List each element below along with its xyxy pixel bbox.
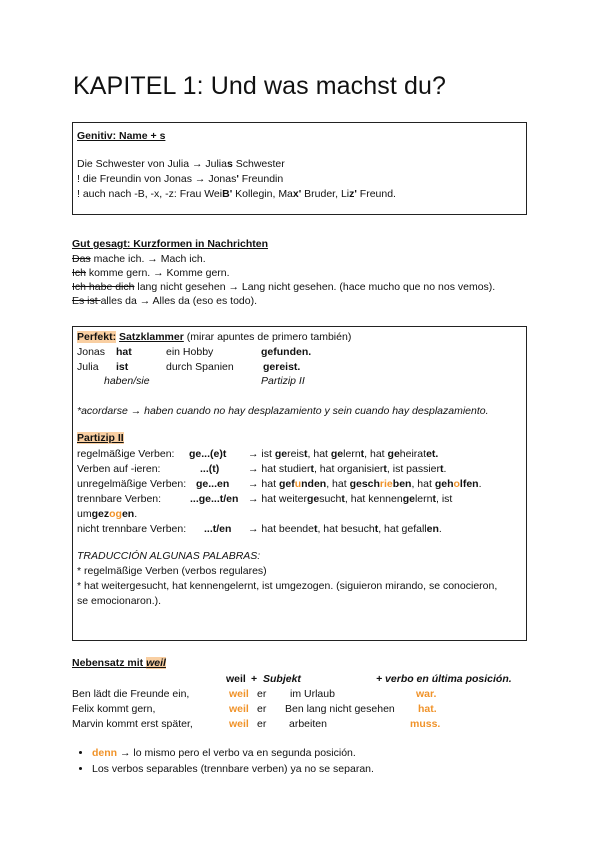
t: lern (414, 493, 433, 505)
perfekt-label: Perfekt: (77, 331, 117, 343)
nebensatz-row-1-subject: er (257, 688, 267, 700)
partizip-row-3-pattern: ge...en (196, 478, 230, 490)
t: rie (379, 478, 393, 490)
text: Kollegin, Ma (232, 188, 293, 200)
nebensatz-row-2-subject: er (257, 703, 267, 715)
heading-text: Nebensatz mit (72, 657, 147, 669)
perfekt-row-1-aux: hat (116, 346, 132, 358)
t: en (399, 478, 412, 490)
perfekt-row-2-partizip: gereist. (263, 361, 301, 373)
ending: B' (222, 188, 233, 200)
t: such (319, 493, 342, 505)
perfekt-heading (77, 331, 351, 343)
t: en (466, 478, 479, 490)
perfekt-row-2-object: durch Spanien (166, 361, 234, 373)
label-partizip: Partizip II (261, 375, 305, 387)
list-item: • Los verbos separables (trennbare verben) ya no se separan. (92, 761, 374, 777)
nebensatz-row-3-verb: muss. (410, 718, 441, 730)
ending: ' (236, 173, 239, 185)
t: → hat beende (248, 523, 314, 535)
partizip-label: Partizip II (77, 432, 124, 444)
t: , hat (307, 448, 331, 460)
text: ! die Freundin von Jonas → Jonas (77, 173, 237, 185)
t: geh (434, 478, 454, 490)
struck: Ich habe dich (72, 281, 135, 293)
header-weil: weil (226, 673, 246, 685)
partizip-row-1-examples (248, 448, 438, 460)
partizip-row-5-examples (248, 523, 442, 535)
t: , hat (411, 478, 435, 490)
partizip-row-2-examples (248, 463, 446, 475)
partizip-row-2-label: Verben auf -ieren: (77, 463, 161, 475)
partizip-row-1-label: regelmäßige Verben: (77, 448, 175, 460)
kurz-line-4 (72, 295, 257, 307)
ending: z' (349, 188, 357, 200)
nebensatz-row-2-weil: weil (229, 703, 249, 715)
t: nd (301, 478, 314, 490)
partizip-row-4-examples (248, 493, 452, 505)
text: → lo mismo pero el verbo va en segunda posición. (117, 747, 356, 759)
t: en (313, 478, 327, 490)
t: . (443, 463, 447, 475)
t: et. (426, 448, 439, 460)
t: , ist passier (386, 463, 441, 475)
t: t (313, 523, 318, 535)
nebensatz-notes (72, 745, 374, 777)
t: t (341, 493, 345, 505)
t: gesch (349, 478, 380, 490)
genitiv-heading: Genitiv: Name + s (77, 130, 166, 142)
nebensatz-row-2-rest: Ben lang nicht gesehen (285, 703, 395, 715)
t: , hat kennen (344, 493, 403, 505)
t: en (121, 508, 135, 520)
text: Schwester (232, 158, 285, 170)
genitiv-line-3 (77, 188, 396, 200)
t: u (294, 478, 302, 490)
text: komme gern. → Komme gern. (86, 267, 230, 279)
t: , hat (364, 448, 388, 460)
partizip-row-1-pattern: ge...(e)t (189, 448, 227, 460)
t: ge (402, 493, 415, 505)
t: t (432, 493, 436, 505)
text: alles da → Alles da (eso es todo). (100, 295, 258, 307)
t: → hat studier (248, 463, 311, 475)
perfekt-row-2-subject: Julia (77, 361, 99, 373)
traduccion-line-1: * regelmäßige Verben (verbos regulares) (77, 565, 267, 577)
t: t (310, 463, 314, 475)
t: t (440, 463, 444, 475)
partizip-row-5-pattern: ...t/en (204, 523, 232, 535)
text: ! auch nach -B, -x, -z: Frau Wei (77, 188, 223, 200)
heading-note: (mirar apuntes de primero también) (183, 331, 352, 343)
nebensatz-row-2-main: Felix kommt gern, (72, 703, 156, 715)
nebensatz-row-3-main: Marvin kommt erst später, (72, 718, 193, 730)
nebensatz-row-1-weil: weil (229, 688, 249, 700)
page-title: KAPITEL 1: Und was machst du? (73, 72, 446, 100)
perfekt-row-1-partizip: gefunden. (261, 346, 312, 358)
t: o (453, 478, 460, 490)
partizip-row-2-pattern: ...(t) (200, 463, 220, 475)
nebensatz-row-2-verb: hat. (418, 703, 437, 715)
partizip-row-4-label: trennbare Verben: (77, 493, 162, 505)
text: mache ich. → Mach ich. (90, 253, 206, 265)
t: gez (91, 508, 110, 520)
partizip-row-5-label: nicht trennbare Verben: (77, 523, 187, 535)
t: reis (287, 448, 305, 460)
traduccion-line-2: * hat weitergesucht, hat kennengelernt, ist umgezogen. (siguieron mirando, se conocieron, (77, 580, 498, 592)
struck: Es ist (72, 295, 101, 307)
text: Freund. (356, 188, 396, 200)
t: , hat (326, 478, 350, 490)
t: t (374, 523, 379, 535)
nebensatz-row-3-rest: arbeiten (289, 718, 327, 730)
t: t (360, 448, 365, 460)
label-haben-sie: haben/sie (104, 375, 150, 387)
list-item (92, 745, 374, 761)
text: lang nicht gesehen → Lang nicht gesehen. (hace mucho que no nos vemos). (134, 281, 496, 293)
t: b (392, 478, 400, 490)
ending: s (226, 158, 233, 170)
t: . (438, 523, 442, 535)
kurzformen-heading: Gut gesagt: Kurzformen in Nachrichten (72, 238, 269, 250)
t: um (77, 508, 92, 520)
t: , hat besuch (317, 523, 375, 535)
t: ge (306, 493, 320, 505)
partizip-row-4-continued (77, 508, 137, 520)
t: ge (330, 448, 344, 460)
struck: Das (72, 253, 91, 265)
perfekt-row-1-object: ein Hobby (166, 346, 214, 358)
text: Bruder, Li (301, 188, 350, 200)
nebensatz-row-1-main: Ben lädt die Freunde ein, (72, 688, 190, 700)
kurz-line-1 (72, 253, 206, 265)
perfekt-row-1-subject: Jonas (77, 346, 106, 358)
perfekt-row-2-aux: ist (116, 361, 129, 373)
t: → hat weiter (248, 493, 307, 505)
t: , ist (435, 493, 453, 505)
header-subjekt: Subjekt (263, 673, 301, 685)
t: . (478, 478, 482, 490)
t: → hat (248, 478, 279, 490)
t: ge (387, 448, 400, 460)
satzklammer-label: Satzklammer (119, 331, 184, 343)
t: t (383, 463, 387, 475)
kurz-line-3 (72, 281, 495, 293)
genitiv-line-1 (77, 158, 285, 170)
t: gef (278, 478, 295, 490)
traduccion-line-3: se emocionaron.). (77, 595, 162, 607)
header-verbo: + verbo en última posición. (376, 673, 512, 685)
kurz-line-2 (72, 267, 230, 279)
header-plus: + (251, 673, 258, 685)
t: en (426, 523, 439, 535)
nebensatz-row-1-verb: war. (416, 688, 437, 700)
t: , hat organisier (313, 463, 384, 475)
nebensatz-row-3-weil: weil (229, 718, 249, 730)
t: og (109, 508, 122, 520)
partizip-row-3-label: unregelmäßige Verben: (77, 478, 187, 490)
partizip-row-3-examples (248, 478, 482, 490)
ending: x' (292, 188, 302, 200)
nebensatz-row-1-rest: im Urlaub (290, 688, 335, 700)
partizip-heading (77, 432, 124, 444)
denn-label: denn (92, 747, 118, 759)
t: . (134, 508, 138, 520)
weil-label: weil (146, 657, 166, 669)
t: → ist (248, 448, 275, 460)
t: ge (274, 448, 288, 460)
acordarse-note: *acordarse → haben cuando no hay desplazamiento y sein cuando hay desplazamiento. (77, 405, 489, 417)
struck: Ich (72, 267, 87, 279)
nebensatz-heading (72, 657, 166, 669)
genitiv-line-2 (77, 173, 283, 185)
t: , hat gefall (378, 523, 427, 535)
nebensatz-row-3-subject: er (257, 718, 267, 730)
traduccion-heading: TRADUCCIÓN ALGUNAS PALABRAS: (77, 550, 261, 562)
partizip-row-4-pattern: ...ge...t/en (190, 493, 239, 505)
text: Die Schwester von Julia → Julia (77, 158, 227, 170)
t: lern (343, 448, 361, 460)
text: Freundin (238, 173, 284, 185)
t: heirat (399, 448, 427, 460)
t: t (304, 448, 308, 460)
t: lf (459, 478, 467, 490)
